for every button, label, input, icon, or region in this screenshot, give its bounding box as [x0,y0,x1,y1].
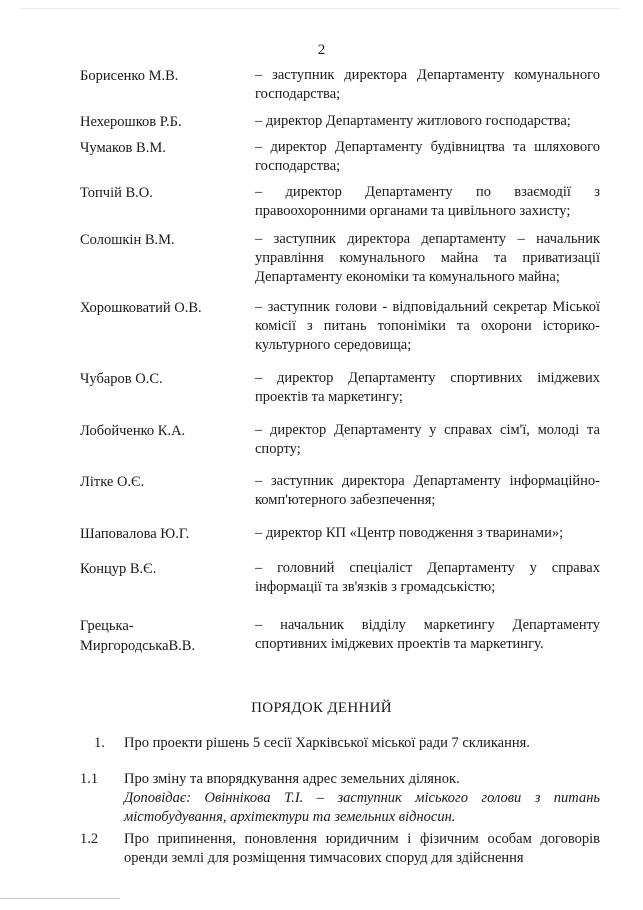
member-role: – директор КП «Центр поводження з тваринами»; [255,525,564,541]
agenda-item-text: Про припинення, поновлення юридичним і фізичним особам договорів оренди землі для розміщення тимчасових споруд для здійснення [124,831,600,866]
agenda-item-body [124,770,600,827]
member-name: Хорошковатий О.В. [80,300,202,316]
member-role: – директор Департаменту спортивних іміджевих проектів та маркетингу; [255,370,600,405]
agenda-title: ПОРЯДОК ДЕННИЙ [251,700,392,716]
member-role: – заступник директора департаменту – начальник управління комунального майна та приватизації Департаменту економіки та комунального майна; [255,231,600,285]
scan-artifact-bottom [0,898,120,899]
member-role: – директор Департаменту по взаємодії з правоохоронними органами та цивільного захисту; [255,184,600,219]
member-name: Нехерошков Р.Б. [80,114,182,130]
scan-artifact-top [20,8,620,9]
member-name: Чумаков В.М. [80,140,166,156]
page-number: 2 [317,42,326,58]
agenda-item-number: 1.1 [80,771,99,787]
member-role: – начальник відділу маркетингу Департаменту спортивних іміджевих проектів та маркетингу. [255,617,600,652]
member-role: – головний спеціаліст Департаменту у справах інформації та зв'язків з громадськістю; [255,560,600,595]
member-name: Грецька-МиргородськаВ.В. [80,618,196,654]
member-role: – заступник голови - відповідальний секретар Міської комісії з питань топоніміки та охорони історико-культурного середовища; [255,299,600,353]
agenda-item-text: Про зміну та впорядкування адрес земельних ділянок. [124,771,460,787]
member-name: Чубаров О.С. [80,371,163,387]
member-name: Концур В.Є. [80,561,157,577]
agenda-item-text: Про проекти рішень 5 сесії Харківської міської ради 7 скликання. [124,735,530,751]
member-role: – заступник директора Департаменту інформаційно-комп'ютерного забезпечення; [255,473,600,508]
agenda-item-number: 1. [94,735,105,751]
agenda-item-number: 1.2 [80,831,99,847]
agenda-item-speaker: Доповідає: Овіннікова Т.І. – заступник міського голови з питань містобудування, архітектури та земельних відносин. [124,790,600,825]
member-role: – заступник директора Департаменту комунального господарства; [255,67,600,102]
member-name: Лобойченко К.А. [80,423,186,439]
member-role: – директор Департаменту будівництва та шляхового господарства; [255,139,600,174]
member-name: Топчій В.О. [80,185,153,201]
member-name: Шаповалова Ю.Г. [80,526,190,542]
member-name: Солошкін В.М. [80,232,175,248]
member-name: Літке О.Є. [80,474,145,490]
member-name: Борисенко М.В. [80,68,179,84]
member-role: – директор Департаменту у справах сім'ї, молоді та спорту; [255,422,600,457]
member-role: – директор Департаменту житлового господарства; [255,113,571,129]
